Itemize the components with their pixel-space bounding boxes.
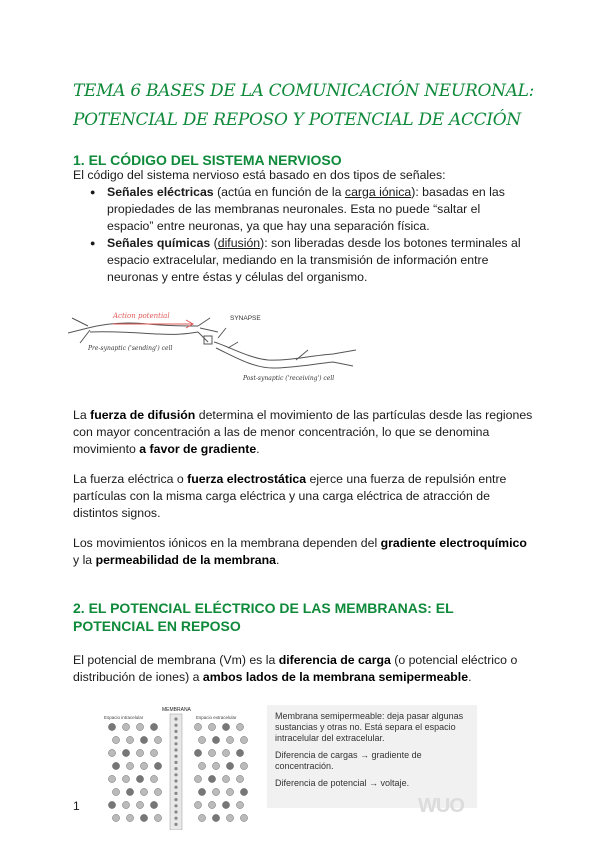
action-potential-label: Action potential (113, 312, 170, 320)
signal-types-list (90, 184, 530, 286)
synapse-label: SYNAPSE (230, 315, 261, 322)
presynaptic-label: Pre-synaptic ('sending') cell (88, 345, 173, 352)
page-title-line2: POTENCIAL DE REPOSO Y POTENCIAL DE ACCIÓN (73, 110, 521, 130)
list-item: ● Señales químicas (difusión): son liberadas desde los botones terminales al espacio extracelular, mediando en la transmisión de información entre neuronas y entre éstas y células del organismo. (90, 235, 530, 286)
intracellular-label: Espacio intracelular (104, 715, 144, 720)
neuron-synapse-diagram (68, 298, 358, 393)
membrane-notes-box (267, 705, 477, 808)
postsynaptic-label: Post-synaptic ('receiving') cell (243, 375, 335, 382)
list-item: ● Señales eléctricas (actúa en función de la carga iónica): basadas en las propiedades de las membranas neuronales. Esta no puede “saltar el espacio” entre neuronas, ya que hay una separación física. (90, 184, 530, 235)
section1-intro: El código del sistema nervioso está basado en dos tipos de señales: (73, 168, 446, 182)
diffusion-paragraph: La fuerza de difusión determina el movimiento de las partículas desde las regiones con mayor concentración a las de menor concentración, lo que se denomina movimiento a favor de gradiente. (73, 408, 533, 456)
watermark: WUO (418, 795, 464, 817)
membrane-ion-diagram (104, 705, 256, 830)
electrostatic-paragraph: La fuerza eléctrica o fuerza electrostática ejerce una fuerza de repulsión entre partículas con la misma carga eléctrica y una carga eléctrica de atracción de distintos signos. (73, 472, 507, 520)
note-semipermeable: Membrana semipermeable: deja pasar algunas sustancias y otras no. Está separa el espacio intracelular del extracelular. (275, 711, 464, 743)
section2-heading-line1: 2. EL POTENCIAL ELÉCTRICO DE LAS MEMBRANAS: EL (73, 600, 454, 616)
ionic-movement-paragraph: Los movimientos iónicos en la membrana dependen del gradiente electroquímico y la permeabilidad de la membrana. (73, 536, 527, 567)
note-charge-difference: Diferencia de cargas → gradiente de concentración. (275, 750, 422, 771)
extracellular-label: Espacio extracelular (196, 715, 237, 720)
page-number: 1 (73, 799, 80, 813)
note-potential-difference: Diferencia de potencial → voltaje. (275, 778, 410, 788)
membrane-potential-paragraph: El potencial de membrana (Vm) es la diferencia de carga (o potencial eléctrico o distribución de iones) a ambos lados de la membrana semipermeable. (73, 653, 518, 684)
page-title-line1: TEMA 6 BASES DE LA COMUNICACIÓN NEURONAL: (73, 81, 535, 101)
section2-heading-line2: POTENCIAL EN REPOSO (73, 618, 241, 634)
membrane-label: MEMBRANA (162, 707, 191, 713)
section1-heading: 1. EL CÓDIGO DEL SISTEMA NERVIOSO (73, 152, 342, 168)
